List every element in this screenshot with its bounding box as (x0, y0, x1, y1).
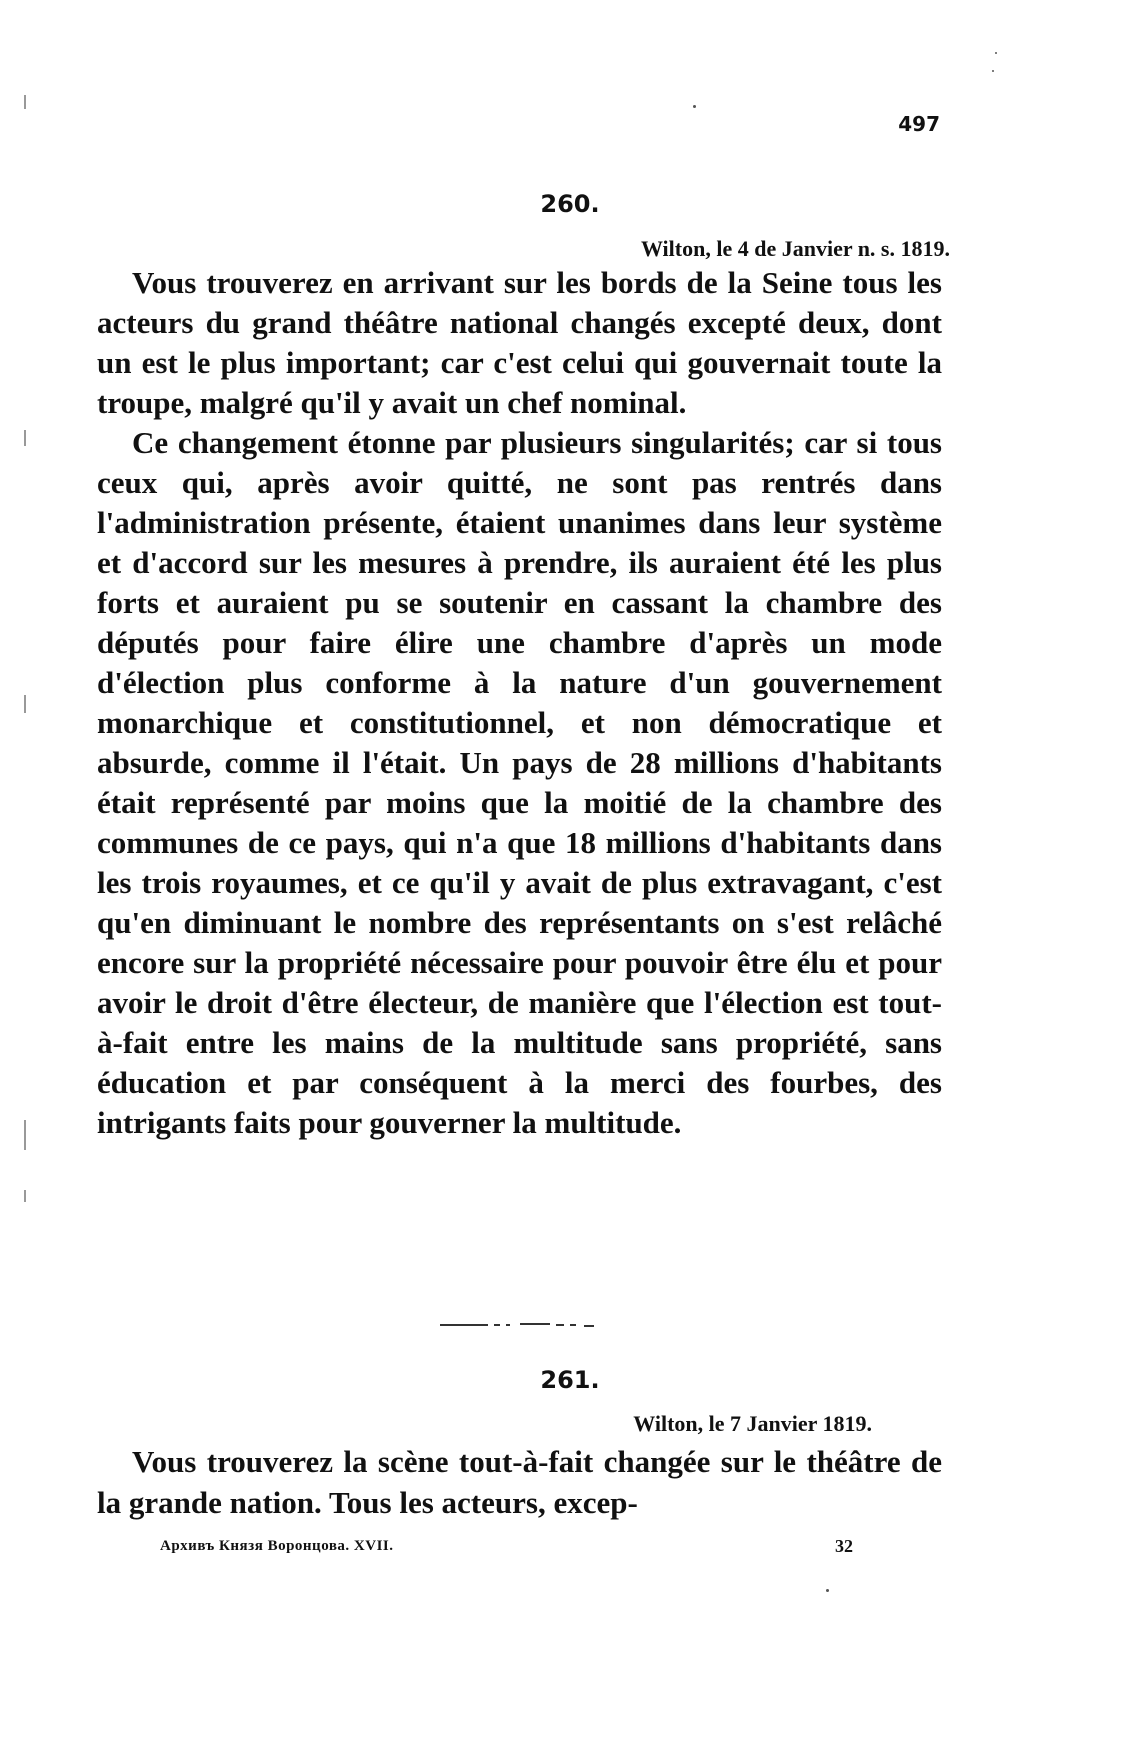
scan-margin-mark (24, 1190, 26, 1202)
paragraph: Ce changement étonne par plusieurs singularités; car si tous ceux qui, après avoir quitté, ne sont pas rentrés dans l'administration présente, étaient unanimes dans leur système et d'accord sur les mesures à prendre, ils auraient été les plus forts et auraient pu se soutenir en cassant la chambre des députés pour faire élire une chambre d'après un mode d'élection plus conforme à la nature d'un gouvernement monarchique et constitutionnel, et non démocratique et absurde, comme il l'était. Un pays de 28 millions d'habitants était représenté par moins que la moitié de la chambre des communes de ce pays, qui n'a que 18 millions d'habitants dans les trois royaumes, et ce qu'il y avait de plus extravagant, c'est qu'en diminuant le nombre des représentants on s'est relâché encore sur la propriété nécessaire pour pouvoir être élu et pour avoir le droit d'être électeur, de manière que l'élection est tout-à-fait entre les mains de la multitude sans propriété, sans éducation et par conséquent à la merci des fourbes, des intrigants faits pour gouverner la multitude. (97, 425, 942, 1140)
scan-margin-mark (24, 95, 26, 109)
scan-speck (693, 105, 696, 108)
page-number: 497 (898, 112, 940, 136)
scan-margin-mark (24, 695, 26, 713)
paragraph: Vous trouverez en arrivant sur les bords de la Seine tous les acteurs du grand théâtre national changés excepté deux, dont un est le plus important; car c'est celui qui gouvernait toute la troupe, malgré qu'il y avait un chef nominal. (97, 265, 942, 420)
section-separator (440, 1322, 600, 1328)
scan-speck (992, 70, 994, 72)
letter-dateline-261: Wilton, le 7 Janvier 1819. (633, 1411, 872, 1436)
letter-number-261: 261. (540, 1366, 600, 1394)
letter-number-260: 260. (540, 190, 600, 218)
letter-body-261 (97, 1441, 942, 1523)
footer-signature-mark: 32 (835, 1536, 853, 1556)
scan-speck (826, 1589, 829, 1592)
scan-margin-mark (24, 430, 26, 446)
paragraph: Vous trouverez la scène tout-à-fait changée sur le théâtre de la grande nation. Tous les acteurs, excep- (97, 1444, 942, 1520)
scan-margin-mark (24, 1120, 26, 1150)
scan-speck (995, 52, 997, 54)
footer-source: Архивъ Князя Воронцова. XVII. (160, 1538, 394, 1554)
letter-body-260 (97, 263, 942, 1143)
letter-dateline-260: Wilton, le 4 de Janvier n. s. 1819. (640, 236, 950, 261)
